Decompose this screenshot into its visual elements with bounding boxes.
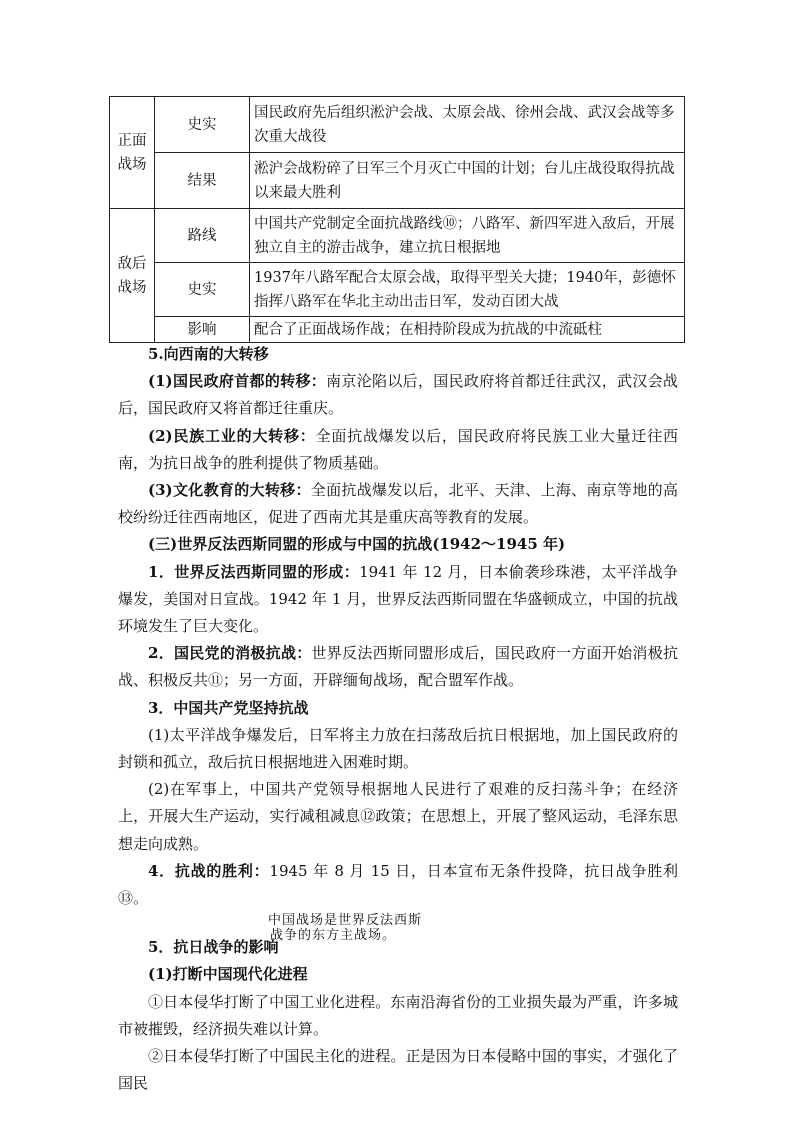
content-cell: 配合了正面战场作战；在相持阶段成为抗战的中流砥柱: [250, 317, 685, 343]
content-cell: 1937年八路军配合太原会战，取得平型关大捷；1940年，彭德怀指挥八路军在华北主动出击日军，发动百团大战: [250, 263, 685, 317]
subsection-heading: (1)打断中国现代化进程: [148, 965, 308, 984]
paragraph-text: 1945 年 8 月 15 日，日本宣布无条件投降，抗日战争胜利⑬。: [118, 861, 678, 908]
paragraph-label: 1．世界反法西斯同盟的形成：: [148, 562, 360, 581]
paragraph: [118, 368, 678, 422]
subcategory-cell: 史实: [155, 97, 250, 153]
content-cell: 国民政府先后组织淞沪会战、太原会战、徐州会战、武汉会战等多次重大战役: [250, 97, 685, 153]
paragraph: [118, 858, 678, 912]
paragraph: ②日本侵华打断了中国民主化的进程。正是因为日本侵略中国的事实，才强化了国民: [118, 1047, 678, 1093]
category-cell: 敌后战场: [110, 209, 155, 343]
paragraph: (1)太平洋战争爆发后，日军将主力放在扫荡敌后抗日根据地，加上国民政府的封锁和孤立，敌后抗日根据地进入困难时期。: [118, 725, 678, 772]
table-row: [110, 153, 685, 209]
paragraph-text: 世界反法西斯同盟形成后，国民政府一方面开始消极抗战、积极反共⑪；另一方面，开辟缅甸战场，配合盟军作战。: [118, 644, 678, 690]
paragraph-label: (2)民族工业的大转移：: [148, 426, 316, 445]
paragraph-text: 1941 年 12 月，日本偷袭珍珠港，太平洋战争爆发，美国对日宣战。1942 年 1 月，世界反法西斯同盟在华盛顿成立，中国的抗战环境发生了巨大变化。: [118, 562, 678, 636]
subcategory-cell: 结果: [155, 153, 250, 209]
subcategory-cell: 史实: [155, 263, 250, 317]
paragraph-text: 全面抗战爆发以后，北平、天津、上海、南京等地的高校纷纷迁往西南地区，促进了西南尤其是重庆高等教育的发展。: [118, 481, 678, 527]
table-row: [110, 317, 685, 343]
section-heading: (三)世界反法西斯同盟的形成与中国的抗战(1942～1945 年): [148, 535, 566, 554]
note-line: 中国战场是世界反法西斯: [268, 913, 423, 929]
handwritten-note: [118, 912, 678, 934]
paragraph-text: 全面抗战爆发以后，国民政府将民族工业大量迁往西南，为抗日战争的胜利提供了物质基础。: [118, 426, 678, 472]
battlefield-table: [109, 96, 685, 343]
paragraph-label: 4．抗战的胜利：: [148, 861, 270, 880]
paragraph: [118, 559, 678, 641]
paragraph-label: (1)国民政府首都的转移：: [148, 372, 327, 391]
content-cell: 淞沪会战粉碎了日军三个月灭亡中国的计划；台儿庄战役取得抗战以来最大胜利: [250, 153, 685, 209]
subsection-heading: [118, 934, 678, 961]
section-heading: 5.向西南的大转移: [148, 345, 269, 363]
paragraph-text: 南京沦陷以后，国民政府将首都迁往武汉，武汉会战后，国民政府又将首都迁往重庆。: [118, 372, 678, 418]
subsection-heading: 3．中国共产党坚持抗战: [148, 698, 309, 717]
table-row: [110, 97, 685, 153]
document-body: [118, 341, 678, 1097]
paragraph: (2)在军事上，中国共产党领导根据地人民进行了艰难的反扫荡斗争；在经济上，开展大生产运动，实行减租减息⑫政策；在思想上，开展了整风运动，毛泽东思想走向成熟。: [118, 780, 678, 853]
table-row: [110, 263, 685, 317]
paragraph: [118, 477, 678, 531]
paragraph-label: 2．国民党的消极抗战：: [148, 644, 312, 663]
table-row: [110, 209, 685, 263]
subcategory-cell: 路线: [155, 209, 250, 263]
heading-text: 5．抗日战争的影响: [148, 938, 279, 957]
category-cell: 正面战场: [110, 97, 155, 209]
paragraph: [118, 423, 678, 477]
content-cell: 中国共产党制定全面抗战路线⑩；八路军、新四军进入敌后，开展独立自主的游击战争，建立抗日根据地: [250, 209, 685, 263]
paragraph: ①日本侵华打断了中国工业化进程。东南沿海省份的工业损失最为严重，许多城市被摧毁，经济损失难以计算。: [118, 992, 678, 1038]
paragraph-label: (3)文化教育的大转移：: [148, 481, 311, 500]
subcategory-cell: 影响: [155, 317, 250, 343]
paragraph: [118, 640, 678, 694]
note-line: 战争的东方主战场。: [270, 928, 397, 944]
